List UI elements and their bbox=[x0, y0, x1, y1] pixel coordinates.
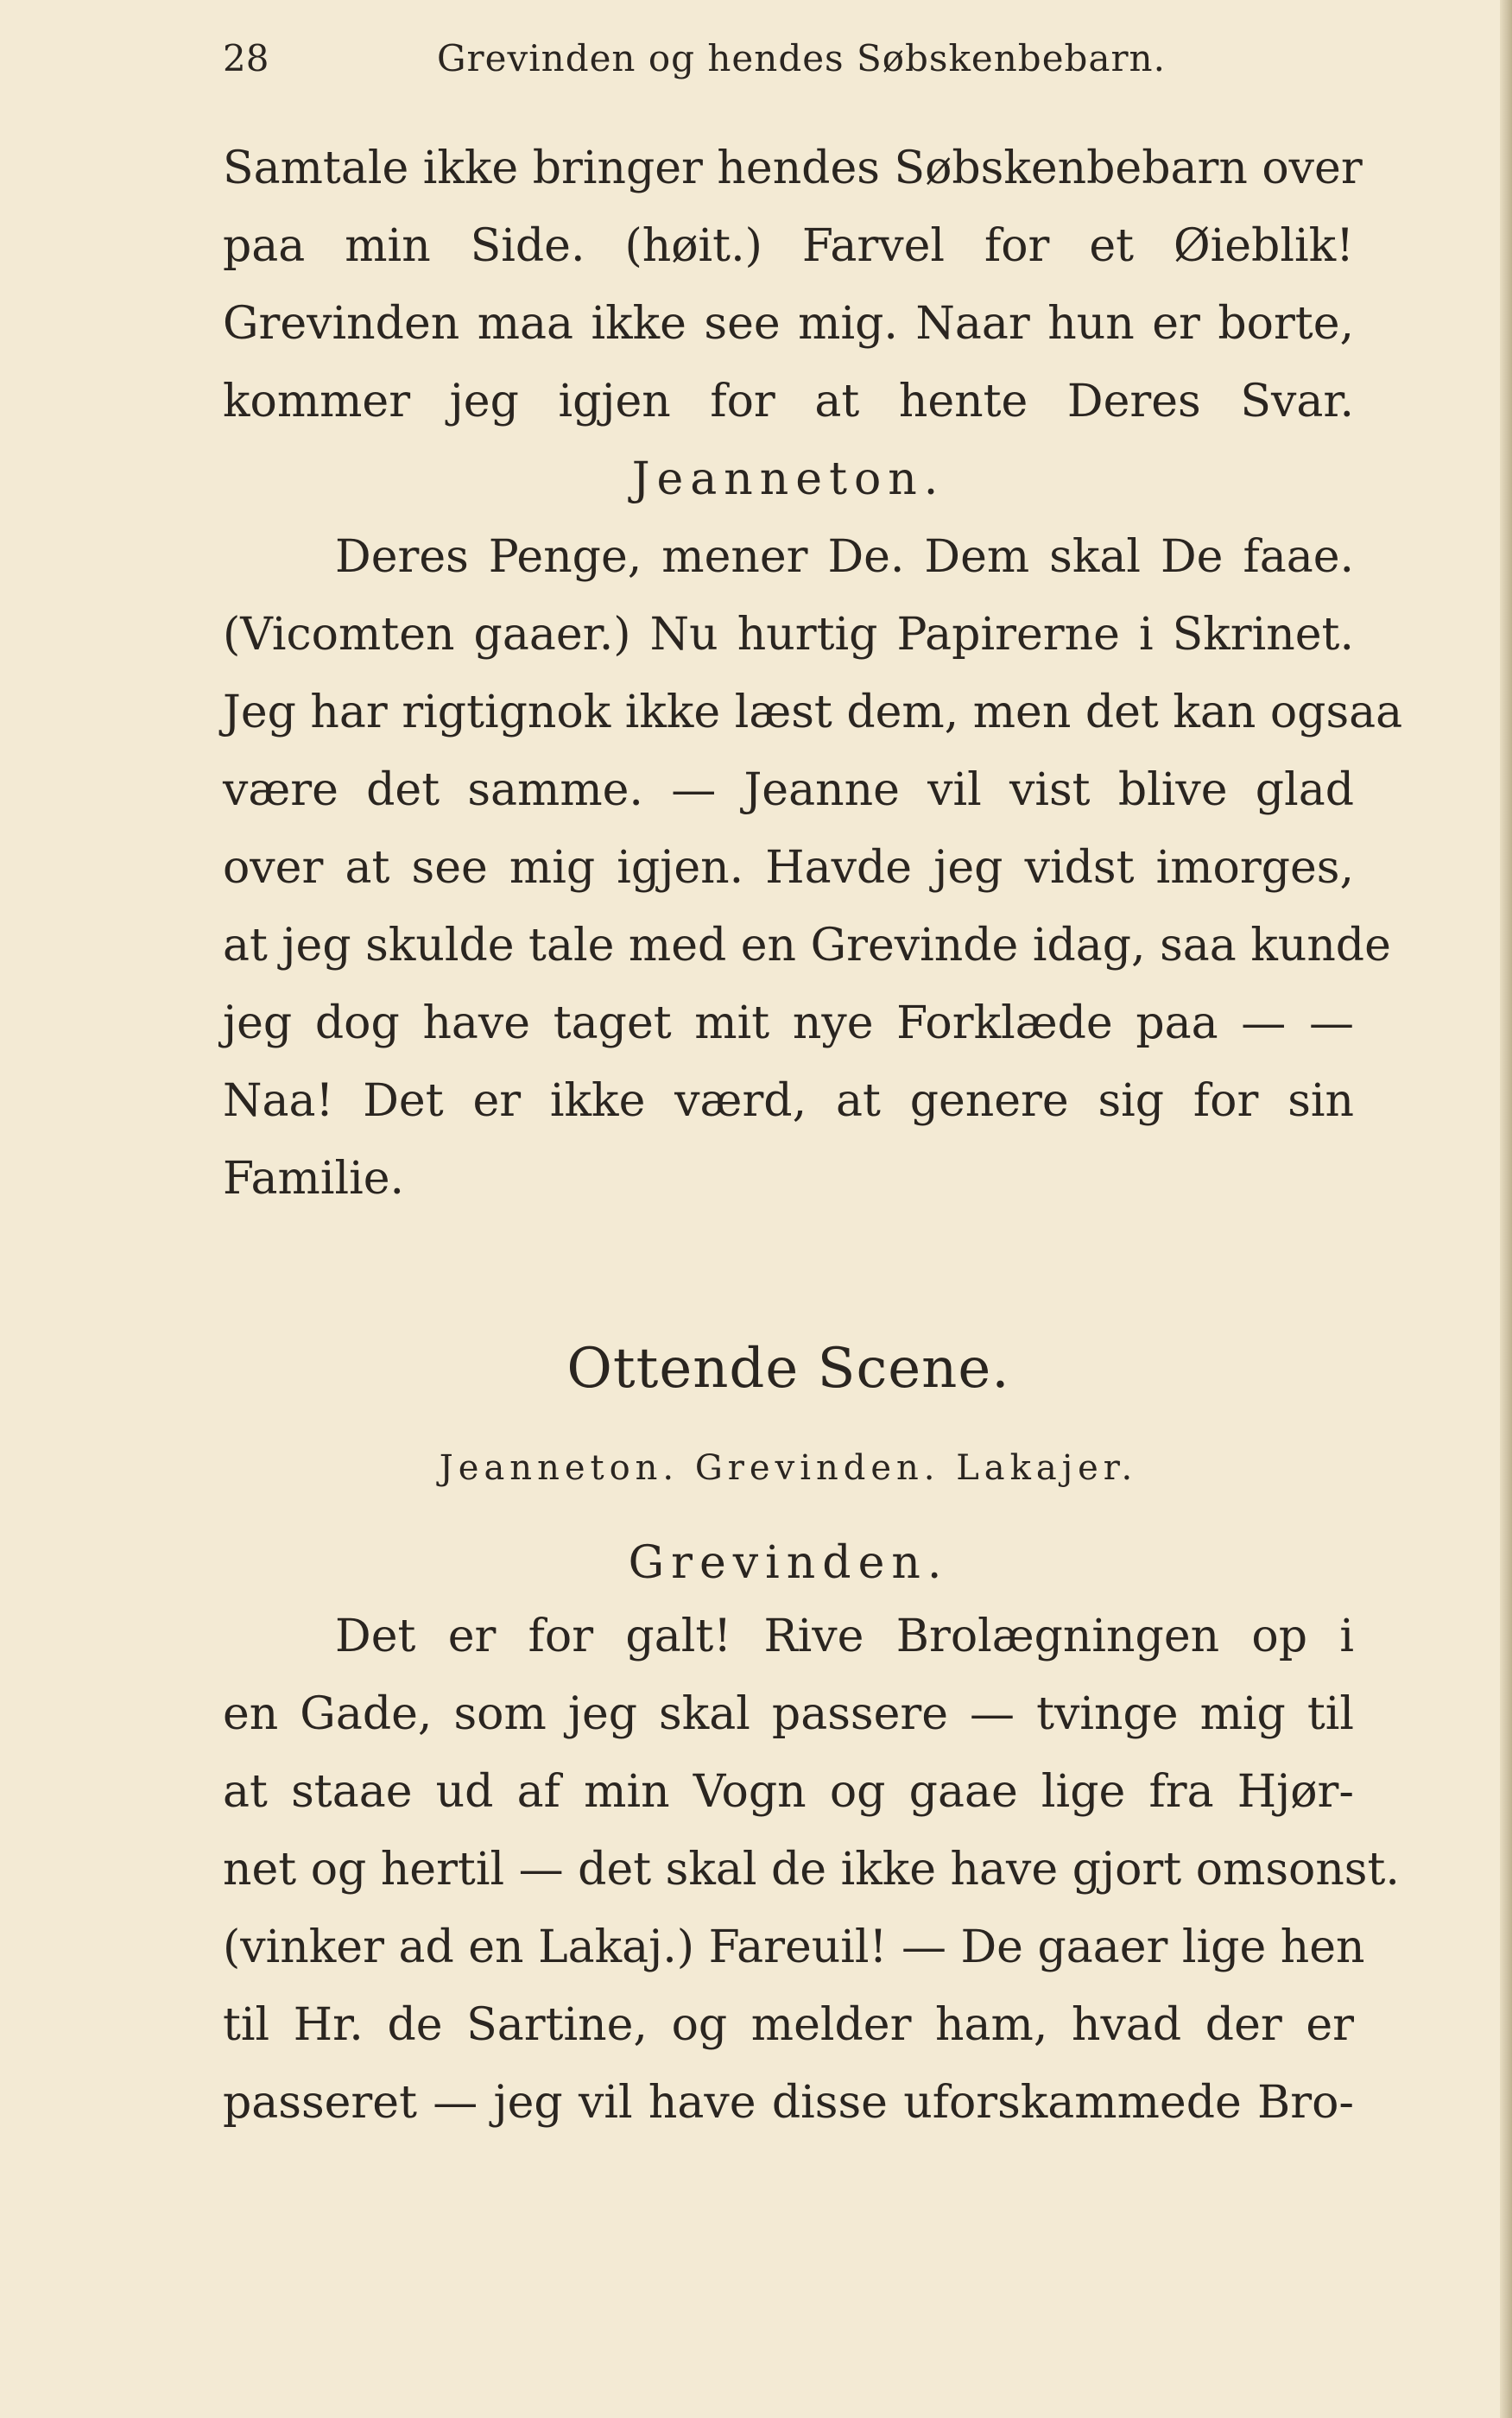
text-line: Jeg har rigtignok ikke læst dem, men det kan ogsaa bbox=[223, 687, 1403, 738]
text-line: net og hertil — det skal de ikke have gjort omsonst. bbox=[223, 1844, 1400, 1896]
text-line: til Hr. de Sartine, og melder ham, hvad der er bbox=[223, 1999, 1354, 2051]
text-line: kommer jeg igjen for at hente Deres Svar. bbox=[223, 376, 1354, 427]
text-line: Naa! Det er ikke værd, at genere sig for sin bbox=[223, 1075, 1354, 1127]
page-number: 28 bbox=[223, 37, 269, 79]
text-line: passeret — jeg vil have disse uforskammede Bro- bbox=[223, 2077, 1354, 2129]
speaker-name: Jeanneton. bbox=[631, 453, 946, 505]
text-line: være det samme. — Jeanne vil vist blive glad bbox=[223, 764, 1354, 816]
page-header bbox=[223, 33, 1345, 85]
text-line: Samtale ikke bringer hendes Søbskenbebarn over bbox=[223, 142, 1363, 194]
text-line: Grevinden maa ikke see mig. Naar hun er borte, bbox=[223, 298, 1354, 350]
text-line: paa min Side. (høit.) Farvel for et Øieblik! bbox=[223, 220, 1354, 272]
cast-list: Jeanneton. Grevinden. Lakajer. bbox=[439, 1448, 1138, 1488]
scene-title: Ottende Scene. bbox=[566, 1337, 1010, 1401]
page-edge bbox=[1500, 0, 1512, 2418]
text-line: Familie. bbox=[223, 1153, 405, 1205]
speaker-name: Grevinden. bbox=[628, 1537, 949, 1589]
text-line: at staae ud af min Vogn og gaae lige fra Hjør- bbox=[223, 1766, 1354, 1818]
text-line: jeg dog have taget mit nye Forklæde paa — — bbox=[223, 997, 1354, 1049]
text-line: (Vicomten gaaer.) Nu hurtig Papirerne i Skrinet. bbox=[223, 609, 1354, 661]
text-line: (vinker ad en Lakaj.) Fareuil! — De gaaer lige hen bbox=[223, 1921, 1365, 1973]
running-title: Grevinden og hendes Søbskenbebarn. bbox=[437, 37, 1166, 79]
text-line: over at see mig igjen. Havde jeg vidst imorges, bbox=[223, 842, 1354, 894]
text-line: Det er for galt! Rive Brolægningen op i bbox=[335, 1611, 1354, 1662]
text-line: at jeg skulde tale med en Grevinde idag, saa kunde bbox=[223, 920, 1391, 972]
text-line: Deres Penge, mener De. Dem skal De faae. bbox=[335, 531, 1354, 583]
text-line: en Gade, som jeg skal passere — tvinge mig til bbox=[223, 1688, 1354, 1740]
